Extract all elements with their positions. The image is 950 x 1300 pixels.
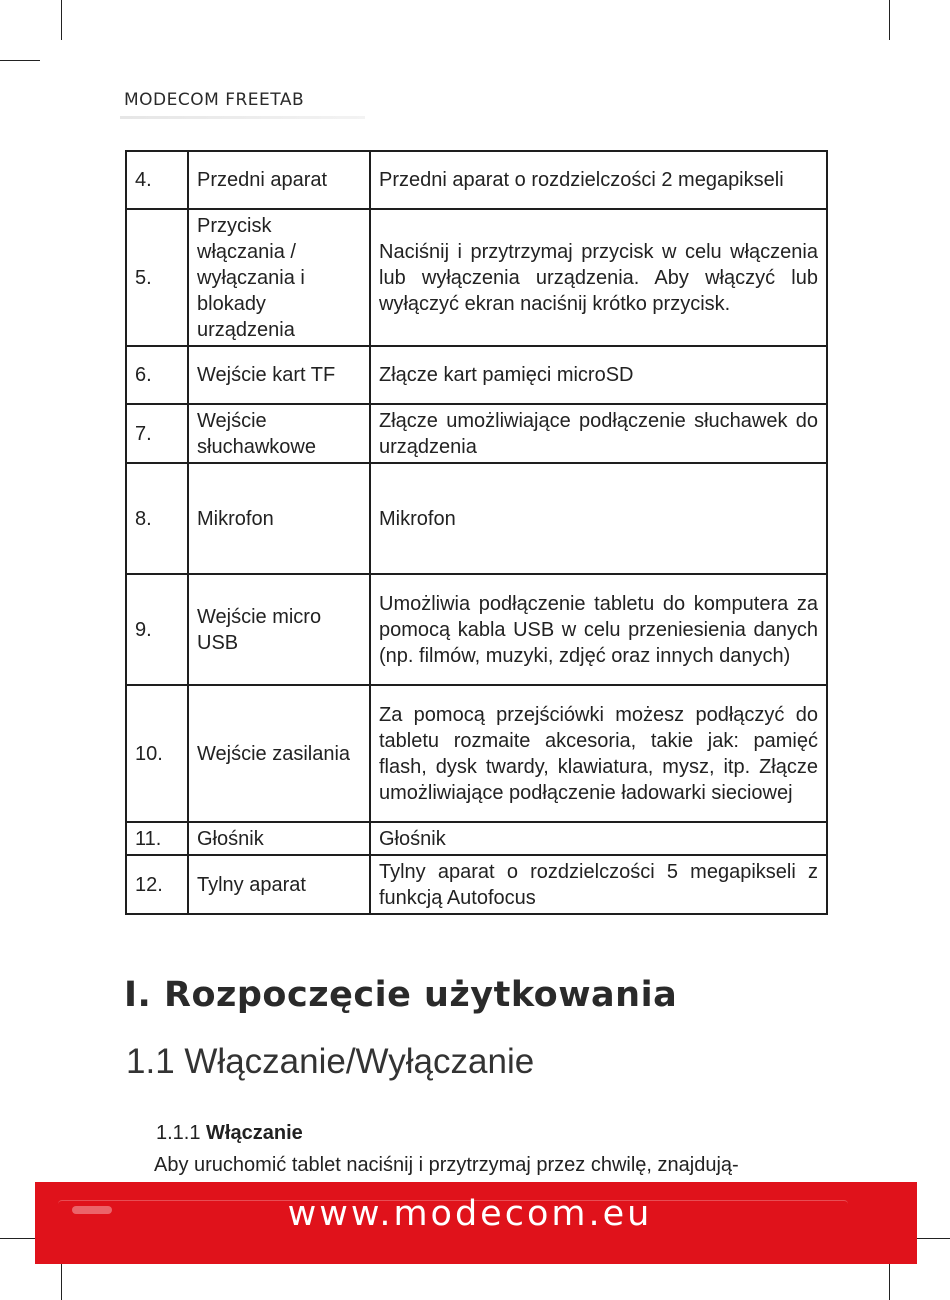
row-description: Mikrofon [370, 463, 827, 574]
row-name: Wejście zasilania [188, 685, 370, 822]
row-description: Przedni aparat o rozdzielczości 2 megapikseli [370, 151, 827, 209]
row-description: Umożliwia podłączenie tabletu do komputera za pomocą kabla USB w celu przeniesienia danych (np. filmów, muzyki, zdjęć oraz innych danych) [370, 574, 827, 685]
subsubsection-number: 1.1.1 [156, 1122, 201, 1144]
table-row [126, 463, 827, 574]
subsubsection-title: Włączanie [206, 1122, 303, 1144]
table-row [126, 346, 827, 404]
crop-mark [912, 1238, 950, 1239]
crop-mark [61, 0, 62, 40]
row-description: Złącze kart pamięci microSD [370, 346, 827, 404]
subsubsection-heading [156, 1122, 303, 1145]
subsection-heading: 1.1 Włączanie/Wyłączanie [126, 1042, 535, 1081]
table-row [126, 209, 827, 346]
row-name: Wejście kart TF [188, 346, 370, 404]
footer-url-text[interactable]: www.modecom.eu [287, 1194, 653, 1234]
footer-url[interactable] [0, 1194, 950, 1234]
row-name: Tylny aparat [188, 855, 370, 914]
row-number: 8. [126, 463, 188, 574]
crop-mark [889, 1262, 890, 1300]
row-number: 10. [126, 685, 188, 822]
row-number: 9. [126, 574, 188, 685]
body-paragraph: Aby uruchomić tablet naciśnij i przytrzymaj przez chwilę, znajdują- [154, 1154, 739, 1176]
crop-mark [61, 1262, 62, 1300]
row-name: Wejście micro USB [188, 574, 370, 685]
row-number: 11. [126, 822, 188, 855]
row-number: 12. [126, 855, 188, 914]
row-name: Wejście słuchawkowe [188, 404, 370, 463]
spec-table [125, 150, 828, 915]
table-row [126, 151, 827, 209]
section-heading: I. Rozpoczęcie użytkowania [124, 975, 678, 1015]
row-description: Za pomocą przejściówki możesz podłączyć do tabletu rozmaite akcesoria, takie jak: pamięć flash, dysk twardy, klawiatura, mysz, itp. Złącze umożliwiające podłączenie ładowarki sieciowej [370, 685, 827, 822]
crop-mark [0, 60, 40, 61]
row-number: 6. [126, 346, 188, 404]
row-number: 4. [126, 151, 188, 209]
table-row [126, 685, 827, 822]
row-description: Naciśnij i przytrzymaj przycisk w celu włączenia lub wyłączenia urządzenia. Aby włączyć lub wyłączyć ekran naciśnij krótko przycisk. [370, 209, 827, 346]
row-name: Głośnik [188, 822, 370, 855]
table-row [126, 822, 827, 855]
row-number: 5. [126, 209, 188, 346]
crop-mark [889, 0, 890, 40]
row-number: 7. [126, 404, 188, 463]
row-name: Przedni aparat [188, 151, 370, 209]
row-name: Mikrofon [188, 463, 370, 574]
table-row [126, 404, 827, 463]
crop-mark [0, 1238, 40, 1239]
header-rule [120, 116, 365, 119]
table-row [126, 855, 827, 914]
row-name: Przycisk włączania / wyłączania i blokady urządzenia [188, 209, 370, 346]
row-description: Tylny aparat o rozdzielczości 5 megapikseli z funkcją Autofocus [370, 855, 827, 914]
page-header-title: MODECOM FREETAB [124, 90, 305, 110]
row-description: Złącze umożliwiające podłączenie słuchawek do urządzenia [370, 404, 827, 463]
row-description: Głośnik [370, 822, 827, 855]
table-row [126, 574, 827, 685]
